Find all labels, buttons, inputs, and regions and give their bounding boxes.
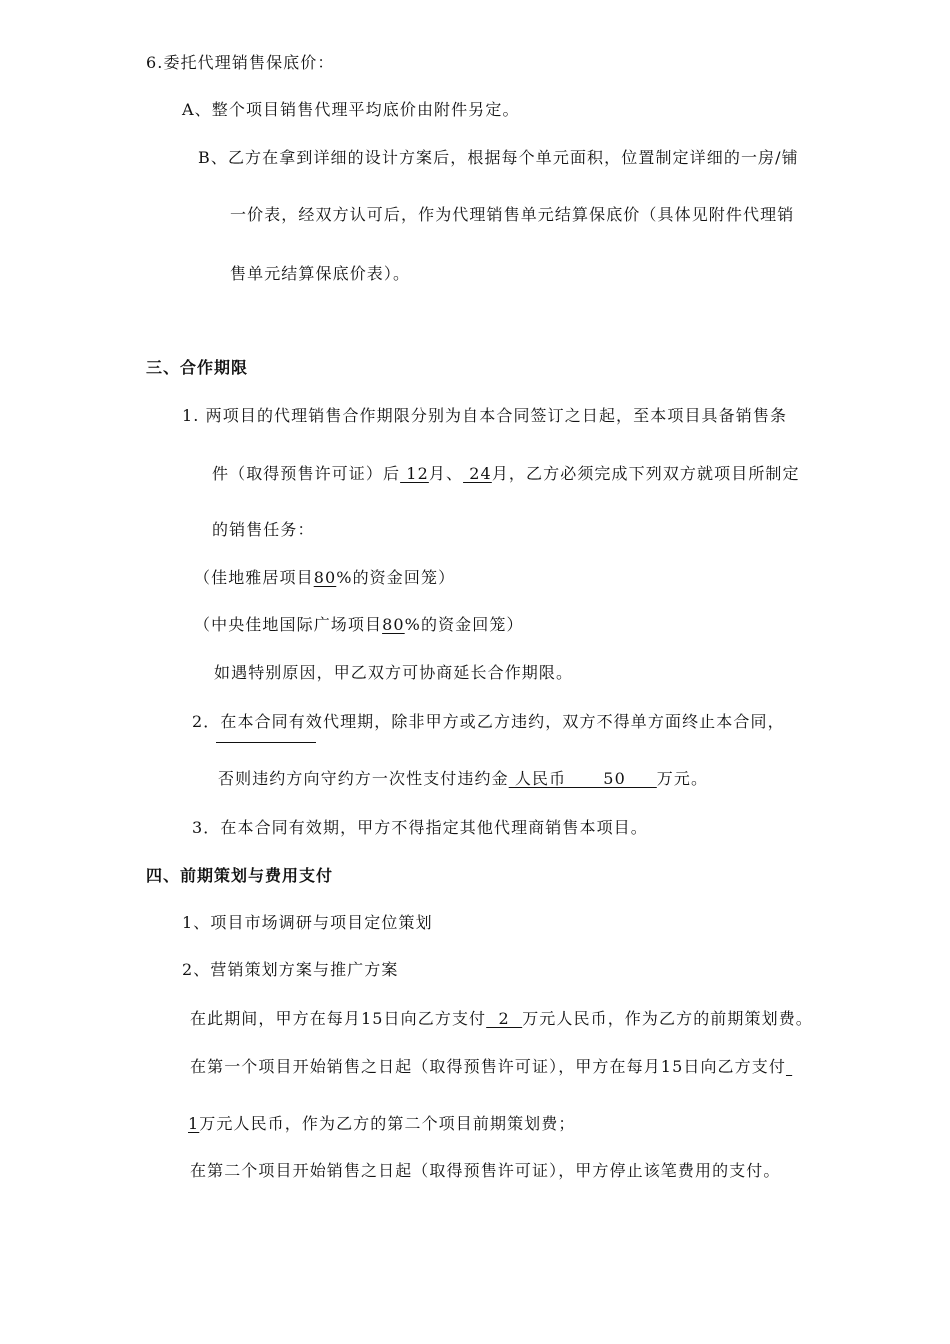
text-segment: 否则违约方向守约方一次性支付违约金 — [218, 769, 509, 788]
underlined-percent-2: 80 — [382, 615, 405, 634]
text-segment: 月、 — [428, 464, 464, 483]
fee-paragraph-2-line1 — [190, 1056, 792, 1078]
clause-6-item-b-line1: B、乙方在拿到详细的设计方案后，根据每个单元面积，位置制定详细的一房/铺 — [198, 148, 799, 167]
section-3-item-2-line1: 2．在本合同有效代理期，除非甲方或乙方违约，双方不得单方面终止本合同， — [192, 712, 785, 731]
section-4-item-1: 1、项目市场调研与项目定位策划 — [182, 913, 433, 932]
clause-6-item-a: A、整个项目销售代理平均底价由附件另定。 — [182, 100, 520, 119]
underlined-fee-2: 1 — [188, 1114, 200, 1133]
section-4-item-2: 2、营销策划方案与推广方案 — [182, 960, 399, 979]
underlined-blank — [786, 1057, 792, 1076]
section-3-item-1-line2 — [212, 463, 800, 485]
underlined-months-1: 12 — [400, 464, 429, 483]
fee-paragraph-3: 在第二个项目开始销售之日起（取得预售许可证），甲方停止该笔费用的支付。 — [190, 1161, 781, 1180]
section-3-item-2-line2 — [218, 768, 708, 790]
text-segment: 月，乙方必须完成下列双方就项目所制定 — [491, 464, 800, 483]
underline-rule — [216, 742, 316, 743]
fee-paragraph-2-line2 — [188, 1113, 575, 1135]
section-3-item-1-line3: 的销售任务： — [212, 520, 315, 539]
text-segment: 在此期间，甲方在每月15日向乙方支付 — [190, 1009, 487, 1028]
text-segment: （中央佳地国际广场项目 — [194, 615, 383, 634]
underlined-percent-1: 80 — [313, 568, 337, 587]
text-segment: 件（取得预售许可证）后 — [212, 464, 401, 483]
sales-target-1 — [194, 567, 455, 589]
section-3-heading: 三、合作期限 — [146, 358, 249, 377]
sales-target-2 — [194, 614, 524, 636]
clause-6-title: 6.委托代理销售保底价： — [146, 53, 335, 72]
section-3-item-1-line1: 1. 两项目的代理销售合作期限分别为自本合同签订之日起，至本项目具备销售条 — [182, 406, 788, 425]
text-segment: %的资金回笼） — [336, 568, 456, 587]
underlined-fee-1: 2 — [486, 1009, 523, 1028]
underlined-months-2: 24 — [463, 464, 492, 483]
section-3-item-3: 3．在本合同有效期，甲方不得指定其他代理商销售本项目。 — [192, 818, 648, 837]
section-4-heading: 四、前期策划与费用支付 — [146, 866, 334, 885]
text-segment: 万元。 — [656, 769, 709, 788]
text-segment: （佳地雅居项目 — [194, 568, 314, 587]
clause-6-item-b-line3: 售单元结算保底价表）。 — [230, 264, 411, 283]
text-segment: 万元人民币，作为乙方的第二个项目前期策划费； — [199, 1114, 576, 1133]
text-segment: 万元人民币，作为乙方的前期策划费。 — [522, 1009, 813, 1028]
fee-paragraph-1 — [190, 1008, 813, 1030]
text-segment: %的资金回笼） — [404, 615, 524, 634]
underlined-penalty: 人民币 50 — [508, 769, 657, 788]
clause-6-item-b-line2: 一价表，经双方认可后，作为代理销售单元结算保底价（具体见附件代理销 — [230, 205, 795, 224]
extension-note: 如遇特别原因，甲乙双方可协商延长合作期限。 — [214, 663, 574, 682]
text-segment: 在第一个项目开始销售之日起（取得预售许可证），甲方在每月15日向乙方支付 — [190, 1057, 786, 1076]
